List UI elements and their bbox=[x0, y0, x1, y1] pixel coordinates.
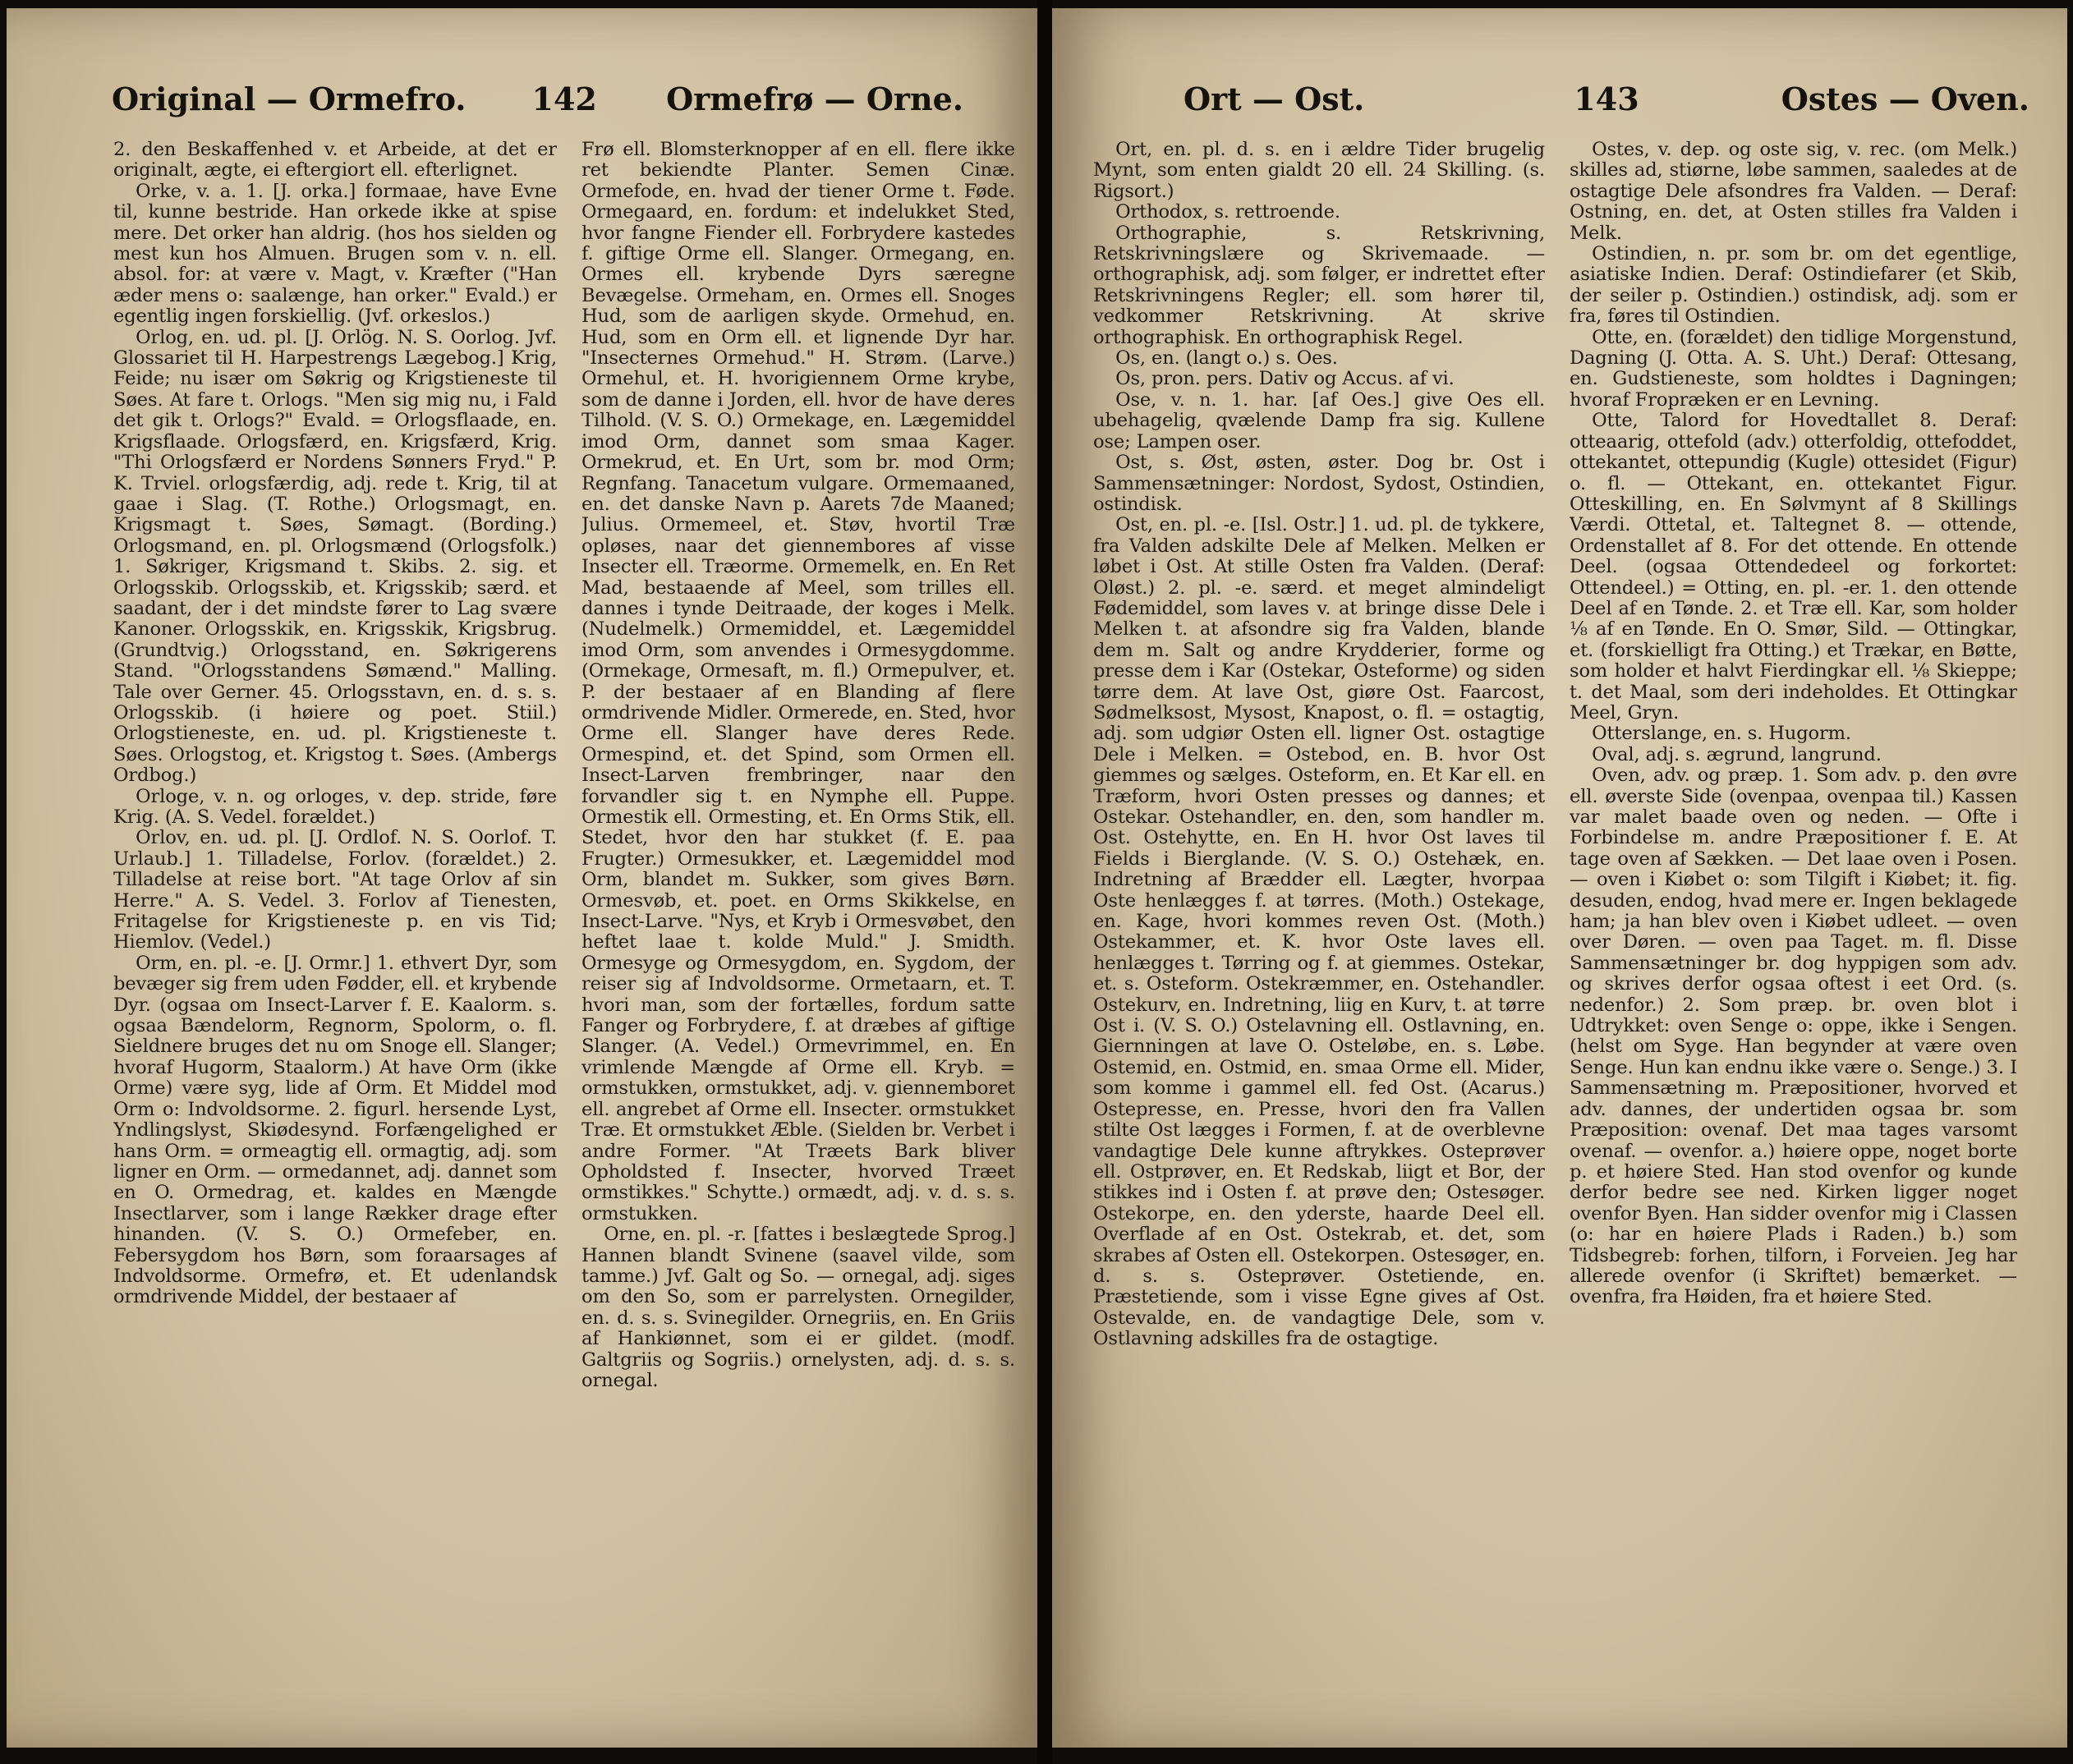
book-gutter bbox=[1037, 0, 1052, 1764]
right-page-header bbox=[1184, 80, 2029, 125]
dictionary-entry: Otte, en. (forældet) den tidlige Morgenstund, Dagning (J. Otta. A. S. Uht.) Deraf: Ottesang, en. Gudstieneste, som holdtes i Dagningen; hvoraf Fropræken er en Levning. bbox=[1570, 326, 2017, 411]
left-page-column-1 bbox=[113, 140, 557, 1700]
dictionary-entry: Ostes, v. dep. og oste sig, v. rec. (om Melk.) skilles ad, stiørne, løbe sammen, saaledes at de ostagtige Dele afsondres fra Valden. — Deraf: Ostning, en. det, at Osten stilles fra Valden i Melk. bbox=[1570, 140, 2017, 244]
dictionary-entry: Os, en. (langt o.) s. Oes. bbox=[1115, 347, 1338, 370]
dictionary-entry: Os, pron. pers. Dativ og Accus. af vi. bbox=[1115, 368, 1455, 390]
dictionary-entry: Oval, adj. s. ægrund, langrund. bbox=[1592, 743, 1882, 765]
dictionary-entry: Orthodox, s. rettroende. bbox=[1115, 201, 1340, 223]
dictionary-entry: 2. den Beskaffenhed v. et Arbeide, at det er originalt, ægte, ei eftergiort ell. efterlignet. bbox=[113, 140, 557, 181]
right-page-column-1 bbox=[1093, 140, 1545, 1700]
dictionary-entry: Otterslange, en. s. Hugorm. bbox=[1592, 723, 1851, 745]
dictionary-entry: Orloge, v. n. og orloges, v. dep. stride, føre Krig. (A. S. Vedel. forældet.) bbox=[113, 785, 557, 828]
left-header-guideword-right: Ormefrø — Orne. bbox=[666, 80, 963, 117]
dictionary-entry: Ostindien, n. pr. som br. om det egentlige, asiatiske Indien. Deraf: Ostindiefarer (et Skib, der seiler p. Ostindien.) ostindisk, adj. som er fra, føres til Ostindien. bbox=[1570, 243, 2017, 328]
dictionary-entry: Ose, v. n. 1. har. [af Oes.] give Oes ell. ubehagelig, qvælende Damp fra sig. Kullene ose; Lampen oser. bbox=[1093, 388, 1545, 452]
dictionary-entry: Orthographie, s. Retskrivning, Retskrivningslære og Skrivemaade. — orthographisk, adj. som følger, er indrettet efter Retskrivningens Regler; ell. som hører til, vedkommer Retskrivning. At skrive orthographisk. En orthographisk Regel. bbox=[1093, 222, 1545, 348]
right-header-guideword-right: Ostes — Oven. bbox=[1781, 80, 2030, 117]
dictionary-entry: Orlog, en. ud. pl. [J. Orlög. N. S. Oorlog. Jvf. Glossariet til H. Harpestrengs Lægebog.] Krig, Feide; nu især om Søkrig og Krigstieneste til Søes. At fare t. Orlogs. "Men sig mig nu, i Fald det gik t. Orlogs?" Evald. = Orlogsflaade, en. Krigsflaade. Orlogsfærd, en. Krigsfærd, Krig. "Thi Orlogsfærd er Nordens Sønners Fryd." P. K. Trviel. orlogsfærdig, adj. rede t. Krig, til at gaae i Slag. (T. Rothe.) Orlogsmagt, en. Krigsmagt t. Søes, Sømagt. (Bording.) Orlogsmand, en. pl. Orlogsmænd (Orlogsfolk.) 1. Søkriger, Krigsmand t. Skibs. 2. sig. et Orlogsskib. Orlogsskib, et. Krigsskib; særd. et saadant, der i det mindste fører to Lag svære Kanoner. Orlogsskik, en. Krigsskik, Krigsbrug. (Grundtvig.) Orlogsstand, en. Søkrigerens Stand. "Orlogsstandens Sømænd." Malling. Tale over Gerner. 45. Orlogsstavn, en. d. s. s. Orlogsskib. (i høiere og poet. Stiil.) Orlogstieneste, en. ud. pl. Krigstieneste t. Søes. Orlogstog, et. Krigstog t. Søes. (Ambergs Ordbog.) bbox=[113, 326, 557, 787]
right-page bbox=[1052, 8, 2067, 1748]
right-page-column-2 bbox=[1570, 140, 2017, 1700]
dictionary-entry: Ost, s. Øst, østen, øster. Dog br. Ost i Sammensætninger: Nordost, Sydost, Ostindien, ostindisk. bbox=[1093, 452, 1545, 515]
right-page-number: 143 bbox=[1574, 80, 1639, 117]
left-page-header bbox=[112, 80, 963, 125]
dictionary-entry: Otte, Talord for Hovedtallet 8. Deraf: otteaarig, ottefold (adv.) otterfoldig, ottefoddet, ottekantet, ottepundig (Kugle) ottesidet (Figur) o. fl. — Ottekant, en. ottekantet Figur. Otteskilling, en. En Sølvmynt af 8 Skillings Værdi. Ottetal, et. Taltegnet 8. — ottende, Ordenstallet af 8. For det ottende. En ottende Deel. (ogsaa Ottendedeel og forkortet: Ottendeel.) = Otting, en. pl. -er. 1. den ottende Deel af en Tønde. 2. et Træ ell. Kar, som holder ⅛ af en Tønde. En O. Smør, Sild. — Ottingkar, et. (forskielligt fra Otting.) et Trækar, en Bøtte, som holder et halvt Fierdingkar ell. ⅛ Skieppe; t. det Maal, som deri indeholdes. Et Ottingkar Meel, Gryn. bbox=[1570, 410, 2017, 724]
dictionary-entry: Orm, en. pl. -e. [J. Ormr.] 1. ethvert Dyr, som bevæger sig frem uden Fødder, ell. et krybende Dyr. (ogsaa om Insect-Larver f. E. Kaalorm. s. ogsaa Bændelorm, Regnorm, Spolorm, o. fl. Sieldnere bruges det nu om Snoge ell. Slanger; hvoraf Hugorm, Staalorm.) At have Orm (ikke Orme) være syg, lide af Orm. Et Middel mod Orm o: Indvoldsorme. 2. figurl. hersende Lyst, Yndlingslyst, Skiødesynd. Forfængelighed er hans Orm. = ormeagtig ell. ormagtig, adj. som ligner en Orm. — ormedannet, adj. dannet som en O. Ormedrag, et. kaldes en Mængde Insectlarver, som i lange Rækker drage efter hinanden. (V. S. O.) Ormefeber, en. Febersygdom hos Børn, som foraarsages af Indvoldsorme. Ormefrø, et. Et udenlandsk ormdrivende Middel, der bestaaer af bbox=[113, 952, 557, 1308]
dictionary-entry: Frø ell. Blomsterknopper af en ell. flere ikke ret bekiendte Planter. Semen Cinæ. Ormefode, en. hvad der tiener Orme t. Føde. Ormegaard, en. fordum: et indelukket Sted, hvor fangne Fiender ell. Forbrydere kastedes f. giftige Orme ell. Slanger. Ormegang, en. Ormes ell. krybende Dyrs særegne Bevægelse. Ormeham, en. Ormes ell. Snoges Hud, som de aarligen skyde. Ormehud, en. Hud, som en Orm ell. et lignende Dyr har. "Insecternes Ormehud." H. Strøm. (Larve.) Ormehul, et. H. hvorigiennem Orme krybe, som de danne i Jorden, ell. hvor de have deres Tilhold. (V. S. O.) Ormekage, en. Lægemiddel imod Orm, dannet som smaa Kager. Ormekrud, et. En Urt, som br. mod Orm; Regnfang. Tanacetum vulgare. Ormemaaned, en. det danske Navn p. Aarets 7de Maaned; Julius. Ormemeel, et. Støv, hvortil Træ opløses, naar det giennembores af visse Insecter ell. Træorme. Ormemelk, en. En Ret Mad, bestaaende af Meel, som trilles ell. dannes i tynde Deitraade, der koges i Melk. (Nudelmelk.) Ormemiddel, et. Lægemiddel imod Orm, som anvendes i Ormesygdomme. (Ormekage, Ormesaft, m. fl.) Ormepulver, et. P. der bestaaer af en Blanding af flere ormdrivende Midler. Ormerede, en. Sted, hvor Orme ell. Slanger have deres Rede. Ormespind, et. det Spind, som Ormen ell. Insect-Larven frembringer, naar den forvandler sig t. en Nymphe ell. Puppe. Ormestik ell. Ormesting, et. En Orms Stik, ell. Stedet, hvor den har stukket (f. E. paa Frugter.) Ormesukker, et. Lægemiddel mod Orm, blandet m. Sukker, som gives Børn. Ormesvøb, et. poet. en Orms Skikkelse, en Insect-Larve. "Nys, et Kryb i Ormesvøbet, den heftet laae t. kolde Muld." J. Smidth. Ormesyge og Ormesygdom, en. Sygdom, der reiser sig af Indvoldsorme. Ormetaarn, et. T. hvori man, som der fortælles, fordum satte Fanger og Forbrydere, f. at dræbes af giftige Slanger. (A. Vedel.) Ormevrimmel, en. En vrimlende Mængde af Orme ell. Kryb. = ormstukken, ormstukket, adj. v. giennemboret ell. angrebet af Orme ell. Insecter. ormstukket Træ. Et ormstukket Æble. (Sielden br. Verbet i andre Former. "At Træets Bark bliver Opholdsted f. Insecter, hvorved Træet ormstikkes." Schytte.) ormædt, adj. v. d. s. s. ormstukken. bbox=[581, 140, 1015, 1224]
left-page bbox=[7, 8, 1037, 1748]
dictionary-entry: Orne, en. pl. -r. [fattes i beslægtede Sprog.] Hannen blandt Svinene (saavel vilde, som tamme.) Jvf. Galt og So. — ornegal, adj. siges om den So, som er parrelysten. Ornegilder, en. d. s. s. Svinegilder. Ornegriis, en. En Griis af Hankiønnet, som ei er gildet. (modf. Galtgriis og Sogriis.) ornelysten, adj. d. s. s. ornegal. bbox=[581, 1224, 1015, 1391]
left-page-number: 142 bbox=[531, 80, 597, 117]
left-header-guideword-left: Original — Ormefro. bbox=[112, 80, 467, 117]
right-header-guideword-left: Ort — Ost. bbox=[1184, 80, 1365, 117]
dictionary-entry: Orke, v. a. 1. [J. orka.] formaae, have Evne til, kunne bestride. Han orkede ikke at spise mere. Det orker han aldrig. (hos hos sielden og mest kun hos Almuen. Brugen som v. n. ell. absol. for: at være v. Magt, v. Kræfter ("Han æder mens o: saalænge, han orker." Evald.) er egentlig ingen forskiellig. (Jvf. orkeslos.) bbox=[113, 180, 557, 328]
dictionary-entry: Orlov, en. ud. pl. [J. Ordlof. N. S. Oorlof. T. Urlaub.] 1. Tilladelse, Forlov. (forældet.) 2. Tilladelse at reise bort. "At tage Orlov af sin Herre." A. S. Vedel. 3. Forlov af Tienesten, Fritagelse for Krigstieneste p. en vis Tid; Hiemlov. (Vedel.) bbox=[113, 827, 557, 953]
left-page-column-2 bbox=[581, 140, 1015, 1700]
dictionary-entry: Ost, en. pl. -e. [Isl. Ostr.] 1. ud. pl. de tykkere, fra Valden adskilte Dele af Melken. Melken er løbet i Ost. At stille Osten fra Valden. (Deraf: Oløst.) 2. pl. -e. særd. et meget almindeligt Fødemiddel, som laves v. at bringe disse Dele i Melken t. at afsondre sig fra Valden, blande dem m. Salt og andre Krydderier, forme og presse dem i Kar (Ostekar, Osteforme) og siden tørre dem. At lave Ost, giøre Ost. Faarcost, Sødmelksost, Mysost, Knapost, o. fl. = ostagtig, adj. som udgiør Osten ell. ligner Ost. ostagtige Dele i Melken. = Ostebod, en. B. hvor Ost giemmes og sælges. Osteform, en. Et Kar ell. en Træform, hvori Osten presses og dannes; et Ostekar. Ostehandler, en. den, som handler m. Ost. Ostehytte, en. En H. hvor Ost laves til Fields i Bierglande. (V. S. O.) Ostehæk, en. Indretning af Brædder ell. Lægter, hvorpaa Oste henlægges f. at tørres. (Moth.) Ostekage, en. Kage, hvori kommes reven Ost. (Moth.) Ostekammer, et. K. hvor Oste laves ell. henlægges t. Tørring og f. at giemmes. Ostekar, et. s. Osteform. Ostekræmmer, en. Ostehandler. Ostekurv, en. Indretning, liig en Kurv, t. at tørre Ost i. (V. S. O.) Ostelavning ell. Ostlavning, en. Giernningen at lave O. Osteløbe, en. s. Løbe. Ostemid, en. Ostmid, en. smaa Orme ell. Mider, som komme i gammel ell. fed Ost. (Acarus.) Ostepresse, en. Presse, hvori den fra Vallen stilte Ost lægges i Formen, f. at de overblevne vandagtige Dele kunne aftrykkes. Osteprøver ell. Ostprøver, en. Et Redskab, liigt et Bor, der stikkes ind i Osten f. at prøve den; Ostesøger. Ostekorpe, en. den yderste, haarde Deel ell. Overflade af en Ost. Ostekrab, et. det, som skrabes af Osten ell. Ostekorpen. Ostesøger, en. d. s. s. Osteprøver. Ostetiende, en. Præstetiende, som i visse Egne gives af Ost. Ostevalde, en. de vandagtige Dele, som v. Ostlavning adskilles fra de ostagtige. bbox=[1093, 514, 1545, 1350]
dictionary-entry: Ort, en. pl. d. s. en i ældre Tider brugelig Mynt, som enten gialdt 20 ell. 24 Skilling. (s. Rigsort.) bbox=[1093, 140, 1545, 202]
dictionary-entry: Oven, adv. og præp. 1. Som adv. p. den øvre ell. øverste Side (ovenpaa, ovenpaa til.) Kassen var malet baade oven og neden. — Ofte i Forbindelse m. andre Præpositioner f. E. At tage oven af Sækken. — Det laae oven i Posen. — oven i Kiøbet o: som Tilgift i Kiøbet; it. fig. desuden, endog, hvad mere er. Ingen beklagede ham; ja han blev oven i Kiøbet udleet. — oven over Døren. — oven paa Taget. m. fl. Disse Sammensætninger br. dog hyppigen som adv. og skrives derfor ogsaa oftest i eet Ord. (s. nedenfor.) 2. Som præp. br. oven blot i Udtrykket: oven Senge o: oppe, ikke i Sengen. (helst om Syge. Han begynder at være oven Senge. Hun kan endnu ikke være o. Senge.) 3. I Sammensætning m. Præpositioner, hvorved et adv. dannes, der undertiden ogsaa br. som Præposition: ovenaf. Det maa tages varsomt ovenaf. — ovenfor. a.) høiere oppe, noget borte p. et høiere Sted. Han stod ovenfor og kunde derfor bedre see ned. Kirken ligger noget ovenfor Byen. Han sidder ovenfor mig i Classen (o: har en høiere Plads i Raden.) b.) som Tidsbegreb: forhen, tilforn, i Forveien. Jeg har allerede ovenfor (i Skriftet) bemærket. — ovenfra, fra Høiden, fra et høiere Sted. bbox=[1570, 765, 2017, 1308]
